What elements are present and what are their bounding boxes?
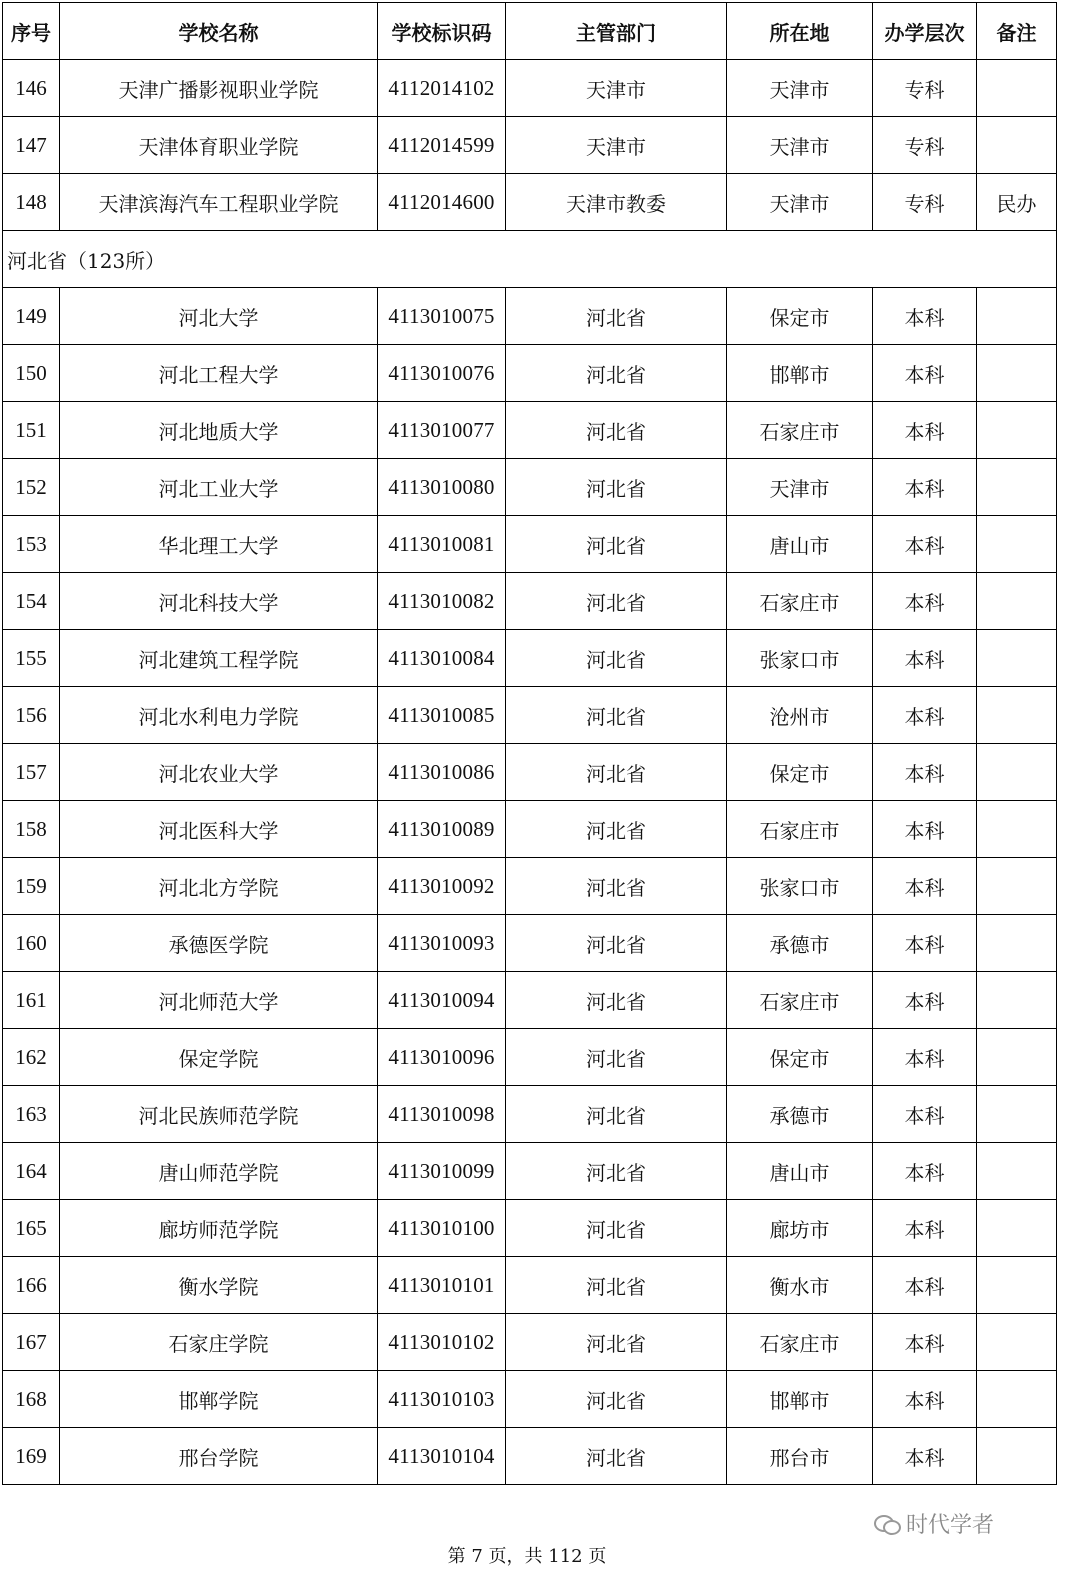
cell-seq: 164 <box>3 1143 60 1200</box>
cell-code: 4113010100 <box>378 1200 506 1257</box>
cell-dept: 河北省 <box>506 516 727 573</box>
table-row <box>3 630 1057 687</box>
cell-seq: 168 <box>3 1371 60 1428</box>
cell-dept: 河北省 <box>506 1314 727 1371</box>
cell-level: 专科 <box>873 60 977 117</box>
header-location: 所在地 <box>727 3 873 60</box>
cell-seq: 151 <box>3 402 60 459</box>
table-row <box>3 1029 1057 1086</box>
cell-seq: 166 <box>3 1257 60 1314</box>
table-header-row <box>3 3 1057 60</box>
group-row-hebei <box>3 231 1057 288</box>
cell-location: 唐山市 <box>727 1143 873 1200</box>
cell-seq: 146 <box>3 60 60 117</box>
cell-level: 本科 <box>873 972 977 1029</box>
cell-note <box>977 687 1057 744</box>
cell-code: 4113010094 <box>378 972 506 1029</box>
cell-location: 保定市 <box>727 288 873 345</box>
cell-note <box>977 1257 1057 1314</box>
table-row <box>3 1428 1057 1485</box>
cell-location: 天津市 <box>727 459 873 516</box>
cell-name: 衡水学院 <box>60 1257 378 1314</box>
cell-name: 河北地质大学 <box>60 402 378 459</box>
cell-seq: 159 <box>3 858 60 915</box>
cell-dept: 河北省 <box>506 1143 727 1200</box>
table-row <box>3 1314 1057 1371</box>
cell-note <box>977 858 1057 915</box>
table-row <box>3 117 1057 174</box>
schools-table <box>2 2 1057 1485</box>
cell-seq: 161 <box>3 972 60 1029</box>
table-row <box>3 972 1057 1029</box>
cell-seq: 155 <box>3 630 60 687</box>
cell-level: 本科 <box>873 1029 977 1086</box>
cell-location: 石家庄市 <box>727 1314 873 1371</box>
cell-note <box>977 573 1057 630</box>
cell-location: 邢台市 <box>727 1428 873 1485</box>
table-row <box>3 60 1057 117</box>
cell-code: 4113010076 <box>378 345 506 402</box>
cell-code: 4113010080 <box>378 459 506 516</box>
cell-note <box>977 288 1057 345</box>
header-seq: 序号 <box>3 3 60 60</box>
cell-name: 邢台学院 <box>60 1428 378 1485</box>
cell-location: 石家庄市 <box>727 972 873 1029</box>
cell-dept: 河北省 <box>506 972 727 1029</box>
cell-note <box>977 972 1057 1029</box>
cell-code: 4113010086 <box>378 744 506 801</box>
cell-location: 保定市 <box>727 1029 873 1086</box>
cell-location: 天津市 <box>727 60 873 117</box>
group-row-container <box>3 231 1057 288</box>
cell-level: 本科 <box>873 1200 977 1257</box>
wechat-icon <box>874 1513 900 1535</box>
cell-dept: 河北省 <box>506 1428 727 1485</box>
cell-note <box>977 1428 1057 1485</box>
cell-note: 民办 <box>977 174 1057 231</box>
cell-name: 天津广播影视职业学院 <box>60 60 378 117</box>
cell-note <box>977 1371 1057 1428</box>
header-name: 学校名称 <box>60 3 378 60</box>
cell-name: 河北科技大学 <box>60 573 378 630</box>
cell-name: 河北工业大学 <box>60 459 378 516</box>
cell-note <box>977 630 1057 687</box>
cell-level: 本科 <box>873 630 977 687</box>
cell-level: 本科 <box>873 1086 977 1143</box>
cell-level: 本科 <box>873 915 977 972</box>
cell-note <box>977 1314 1057 1371</box>
cell-location: 邯郸市 <box>727 345 873 402</box>
header-code: 学校标识码 <box>378 3 506 60</box>
cell-location: 廊坊市 <box>727 1200 873 1257</box>
cell-location: 天津市 <box>727 174 873 231</box>
cell-dept: 河北省 <box>506 1257 727 1314</box>
watermark-text: 时代学者 <box>906 1513 995 1538</box>
cell-code: 4113010085 <box>378 687 506 744</box>
cell-name: 天津体育职业学院 <box>60 117 378 174</box>
table-row <box>3 516 1057 573</box>
cell-location: 张家口市 <box>727 630 873 687</box>
cell-name: 河北医科大学 <box>60 801 378 858</box>
cell-dept: 河北省 <box>506 1200 727 1257</box>
cell-code: 4113010101 <box>378 1257 506 1314</box>
cell-level: 专科 <box>873 174 977 231</box>
cell-seq: 156 <box>3 687 60 744</box>
cell-dept: 河北省 <box>506 459 727 516</box>
cell-name: 保定学院 <box>60 1029 378 1086</box>
cell-name: 邯郸学院 <box>60 1371 378 1428</box>
cell-seq: 154 <box>3 573 60 630</box>
cell-seq: 158 <box>3 801 60 858</box>
cell-location: 张家口市 <box>727 858 873 915</box>
cell-note <box>977 1029 1057 1086</box>
cell-name: 河北大学 <box>60 288 378 345</box>
cell-level: 本科 <box>873 1371 977 1428</box>
cell-dept: 河北省 <box>506 1086 727 1143</box>
cell-note <box>977 1200 1057 1257</box>
cell-code: 4113010102 <box>378 1314 506 1371</box>
cell-name: 廊坊师范学院 <box>60 1200 378 1257</box>
cell-location: 沧州市 <box>727 687 873 744</box>
cell-level: 本科 <box>873 573 977 630</box>
cell-name: 河北民族师范学院 <box>60 1086 378 1143</box>
cell-dept: 河北省 <box>506 573 727 630</box>
cell-code: 4113010092 <box>378 858 506 915</box>
table-row <box>3 288 1057 345</box>
cell-name: 河北师范大学 <box>60 972 378 1029</box>
cell-note <box>977 345 1057 402</box>
cell-level: 本科 <box>873 288 977 345</box>
cell-seq: 169 <box>3 1428 60 1485</box>
table-row <box>3 687 1057 744</box>
cell-level: 本科 <box>873 1314 977 1371</box>
cell-dept: 河北省 <box>506 687 727 744</box>
cell-seq: 167 <box>3 1314 60 1371</box>
cell-dept: 河北省 <box>506 858 727 915</box>
cell-name: 唐山师范学院 <box>60 1143 378 1200</box>
header-note: 备注 <box>977 3 1057 60</box>
cell-name: 河北农业大学 <box>60 744 378 801</box>
cell-note <box>977 402 1057 459</box>
cell-level: 本科 <box>873 402 977 459</box>
cell-dept: 河北省 <box>506 288 727 345</box>
cell-code: 4113010096 <box>378 1029 506 1086</box>
cell-note <box>977 117 1057 174</box>
cell-name: 河北建筑工程学院 <box>60 630 378 687</box>
cell-code: 4113010075 <box>378 288 506 345</box>
table-row <box>3 402 1057 459</box>
cell-location: 承德市 <box>727 1086 873 1143</box>
table-row <box>3 858 1057 915</box>
header-level: 办学层次 <box>873 3 977 60</box>
cell-seq: 147 <box>3 117 60 174</box>
cell-seq: 162 <box>3 1029 60 1086</box>
cell-dept: 河北省 <box>506 345 727 402</box>
table-row <box>3 915 1057 972</box>
cell-note <box>977 801 1057 858</box>
cell-level: 本科 <box>873 1257 977 1314</box>
cell-dept: 河北省 <box>506 1029 727 1086</box>
cell-seq: 149 <box>3 288 60 345</box>
table-row <box>3 459 1057 516</box>
cell-seq: 163 <box>3 1086 60 1143</box>
cell-code: 4113010103 <box>378 1371 506 1428</box>
table-row <box>3 1200 1057 1257</box>
cell-level: 本科 <box>873 858 977 915</box>
table-row <box>3 1257 1057 1314</box>
cell-seq: 148 <box>3 174 60 231</box>
cell-code: 4113010099 <box>378 1143 506 1200</box>
cell-code: 4112014600 <box>378 174 506 231</box>
cell-dept: 天津市教委 <box>506 174 727 231</box>
cell-name: 河北水利电力学院 <box>60 687 378 744</box>
table-row <box>3 1143 1057 1200</box>
cell-code: 4113010089 <box>378 801 506 858</box>
page-footer: 第 7 页，共 112 页 <box>447 1546 607 1567</box>
cell-seq: 150 <box>3 345 60 402</box>
cell-code: 4113010077 <box>378 402 506 459</box>
cell-location: 石家庄市 <box>727 573 873 630</box>
group-label: 河北省（123所） <box>3 231 1057 288</box>
cell-code: 4112014599 <box>378 117 506 174</box>
cell-level: 专科 <box>873 117 977 174</box>
cell-location: 唐山市 <box>727 516 873 573</box>
cell-level: 本科 <box>873 459 977 516</box>
cell-name: 天津滨海汽车工程职业学院 <box>60 174 378 231</box>
cell-name: 石家庄学院 <box>60 1314 378 1371</box>
cell-note <box>977 1143 1057 1200</box>
cell-location: 石家庄市 <box>727 801 873 858</box>
cell-note <box>977 1086 1057 1143</box>
header-dept: 主管部门 <box>506 3 727 60</box>
cell-seq: 165 <box>3 1200 60 1257</box>
cell-note <box>977 744 1057 801</box>
cell-name: 河北工程大学 <box>60 345 378 402</box>
cell-dept: 河北省 <box>506 744 727 801</box>
cell-code: 4113010093 <box>378 915 506 972</box>
cell-name: 华北理工大学 <box>60 516 378 573</box>
cell-code: 4112014102 <box>378 60 506 117</box>
cell-note <box>977 459 1057 516</box>
cell-name: 承德医学院 <box>60 915 378 972</box>
cell-level: 本科 <box>873 687 977 744</box>
cell-code: 4113010104 <box>378 1428 506 1485</box>
cell-code: 4113010081 <box>378 516 506 573</box>
cell-name: 河北北方学院 <box>60 858 378 915</box>
cell-code: 4113010082 <box>378 573 506 630</box>
cell-location: 承德市 <box>727 915 873 972</box>
table-row <box>3 744 1057 801</box>
table-row <box>3 345 1057 402</box>
cell-dept: 天津市 <box>506 60 727 117</box>
table-row <box>3 174 1057 231</box>
table-row <box>3 1086 1057 1143</box>
cell-code: 4113010098 <box>378 1086 506 1143</box>
cell-level: 本科 <box>873 1143 977 1200</box>
cell-level: 本科 <box>873 801 977 858</box>
cell-dept: 河北省 <box>506 801 727 858</box>
cell-location: 天津市 <box>727 117 873 174</box>
cell-level: 本科 <box>873 345 977 402</box>
cell-seq: 157 <box>3 744 60 801</box>
table-body-hebei <box>3 288 1057 1485</box>
cell-note <box>977 915 1057 972</box>
cell-dept: 河北省 <box>506 915 727 972</box>
cell-dept: 天津市 <box>506 117 727 174</box>
table-row <box>3 1371 1057 1428</box>
cell-seq: 153 <box>3 516 60 573</box>
cell-code: 4113010084 <box>378 630 506 687</box>
cell-location: 石家庄市 <box>727 402 873 459</box>
table-body-tianjin <box>3 60 1057 231</box>
cell-level: 本科 <box>873 1428 977 1485</box>
cell-dept: 河北省 <box>506 1371 727 1428</box>
cell-level: 本科 <box>873 516 977 573</box>
table-row <box>3 801 1057 858</box>
cell-note <box>977 516 1057 573</box>
cell-note <box>977 60 1057 117</box>
cell-dept: 河北省 <box>506 402 727 459</box>
watermark <box>874 1508 994 1539</box>
cell-location: 邯郸市 <box>727 1371 873 1428</box>
cell-seq: 160 <box>3 915 60 972</box>
cell-level: 本科 <box>873 744 977 801</box>
cell-location: 保定市 <box>727 744 873 801</box>
cell-dept: 河北省 <box>506 630 727 687</box>
table-row <box>3 573 1057 630</box>
cell-seq: 152 <box>3 459 60 516</box>
cell-location: 衡水市 <box>727 1257 873 1314</box>
